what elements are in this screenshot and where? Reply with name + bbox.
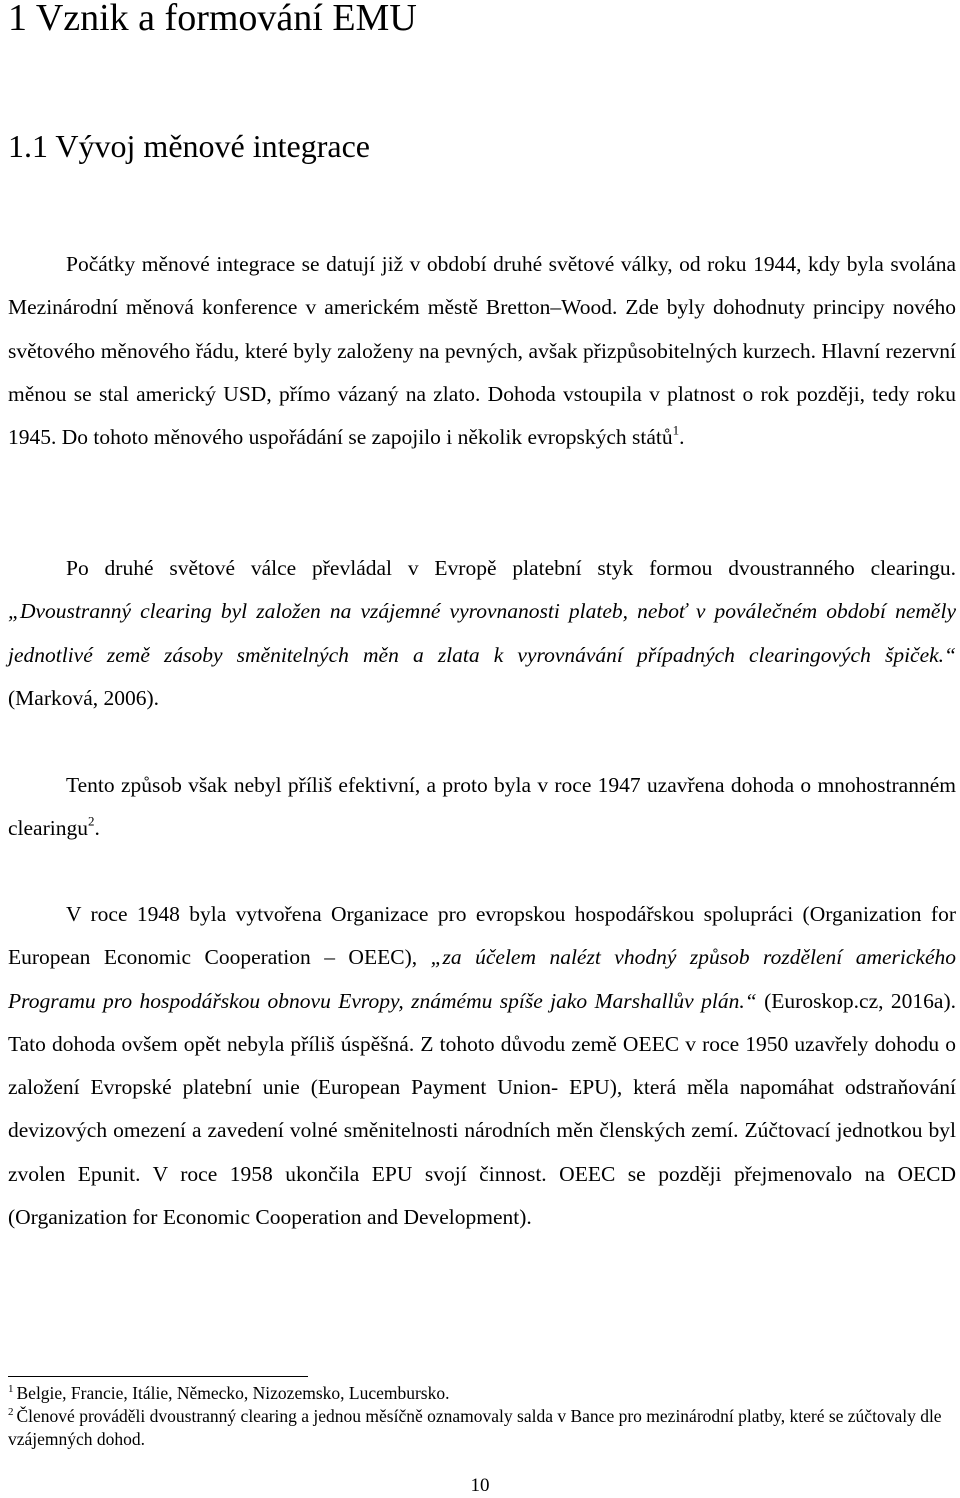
paragraph-4-text-before: V roce 1948 byla vytvořena Organizace pro evropskou hospodářskou spolupráci (Organization for European Economic Cooperation – OEEC), bbox=[8, 902, 956, 970]
footnote-ref-1: 1 bbox=[672, 422, 680, 438]
paragraph-1 bbox=[8, 243, 956, 459]
paragraph-3-text: Tento způsob však nebyl příliš efektivní, a proto byla v roce 1947 uzavřena dohoda o mnohostranném clearingu bbox=[8, 773, 956, 841]
paragraph-4 bbox=[8, 893, 956, 1239]
page-number: 10 bbox=[470, 1475, 490, 1496]
paragraph-3-end: . bbox=[94, 816, 100, 841]
footnotes bbox=[8, 1382, 956, 1451]
paragraph-4-quote: „za účelem nalézt vhodný způsob rozdělení amerického Programu pro hospodářskou obnovu Evropy, známému spíše jako Marshallův plán.“ bbox=[8, 945, 956, 1013]
paragraph-2-text: Po druhé světové válce převládal v Evropě platební styk formou dvoustranného clearingu. bbox=[66, 556, 956, 580]
footnote-2 bbox=[8, 1405, 956, 1451]
paragraph-2-citation: (Marková, 2006). bbox=[8, 685, 160, 710]
footnote-number: 2 bbox=[8, 1406, 14, 1419]
footnote-number: 1 bbox=[8, 1383, 14, 1396]
footnote-text: Belgie, Francie, Itálie, Německo, Nizozemsko, Lucembursko. bbox=[16, 1383, 450, 1403]
footnote-1 bbox=[8, 1382, 956, 1405]
section-heading: 1.1 Vývoj měnové integrace bbox=[8, 128, 370, 164]
paragraph-2 bbox=[8, 547, 956, 720]
paragraph-4-text-after: (Euroskop.cz, 2016a). Tato dohoda ovšem opět nebyla příliš úspěšná. Z tohoto důvodu země OEEC v roce 1950 uzavřely dohodu o založení Evropské platební unie (European Payment Union- EPU), která měla napomáhat odstraňování devizových omezení a zavedení volné směnitelnosti národních měn členských zemí. Zúčtovací jednotkou byl zvolen Epunit. V roce 1958 ukončila EPU svojí činnost. OEEC se později přejmenovalo na OECD (Organization for Economic Cooperation and Development). bbox=[8, 988, 957, 1230]
paragraph-1-end: . bbox=[679, 425, 685, 450]
chapter-heading: 1 Vznik a formování EMU bbox=[8, 0, 417, 39]
footnote-text: Členové prováděli dvoustranný clearing a jednou měsíčně oznamovaly salda v Bance pro mezinárodní platby, které se zúčtovaly dle vzájemných dohod. bbox=[8, 1406, 942, 1449]
paragraph-2-quote: „Dvoustranný clearing byl založen na vzájemné vyrovnanosti plateb, neboť v poválečném období neměly jednotlivé země zásoby směnitelných měn a zlata k vyrovnávání případných clearingových špiček.“ bbox=[8, 599, 956, 667]
paragraph-3 bbox=[8, 764, 956, 851]
footnote-separator bbox=[8, 1376, 308, 1377]
footnote-ref-2: 2 bbox=[88, 813, 95, 829]
paragraph-1-text: Počátky měnové integrace se datují již v období druhé světové války, od roku 1944, kdy byla svolána Mezinárodní měnová konference v americkém městě Bretton–Wood. Zde byly dohodnuty principy nového světového měnového řádu, které byly založeny na pevných, avšak přizpůsobitelných kurzech. Hlavní rezervní měnou se stal americký USD, přímo vázaný na zlato. Dohoda vstoupila v platnost o rok později, tedy roku 1945. Do tohoto měnového uspořádání se zapojilo i několik evropských států bbox=[8, 252, 956, 450]
